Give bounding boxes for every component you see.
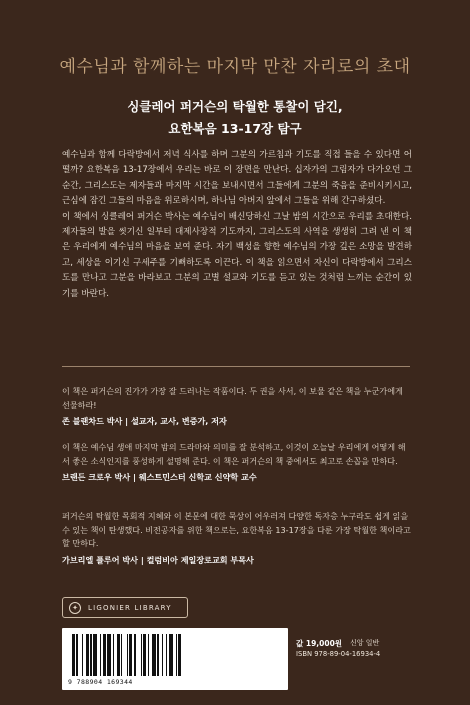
barcode-bar <box>157 634 158 676</box>
barcode-bar <box>169 634 173 676</box>
barcode-bar <box>90 634 91 676</box>
barcode <box>62 628 288 690</box>
barcode-bar <box>76 634 77 676</box>
barcode-bar <box>166 634 167 676</box>
barcode-bar <box>121 634 122 676</box>
endorsement-quote: 퍼거슨의 탁월한 목회적 지혜와 이 본문에 대한 묵상이 어우러져 다양한 독자층 누구라도 쉽게 읽을 수 있는 책이 탄생했다. 비전공자를 위한 책으로는, 요한복음 13-17장을 다룬 가장 탁월한 책이라고 할 만하다. <box>62 511 411 549</box>
price-isbn-block <box>296 628 406 690</box>
endorsement-3 <box>62 510 412 567</box>
barcode-bars <box>72 634 278 676</box>
barcode-bar <box>93 634 97 676</box>
barcode-bar <box>176 634 177 676</box>
endorsement-quote: 이 책은 예수님 생애 마지막 밤의 드라마와 의미를 잘 분석하고, 이것이 오늘날 우리에게 어떻게 해서 좋은 소식인지를 풍성하게 설명해 준다. 이 책은 퍼거슨의 책 중에서도 최고로 손꼽을 만하다. <box>62 442 406 466</box>
barcode-number: 9 788904 169344 <box>68 678 133 686</box>
barcode-bar <box>178 634 181 676</box>
barcode-bar <box>103 634 106 676</box>
endorsement-author: 존 블랜차드 박사 | 설교자, 교사, 변증가, 저자 <box>62 416 227 427</box>
barcode-bar <box>82 634 83 676</box>
barcode-bar <box>152 634 156 676</box>
barcode-bar <box>148 634 149 676</box>
barcode-bar <box>127 634 128 676</box>
barcode-bar <box>72 634 75 676</box>
barcode-bar <box>117 634 120 676</box>
isbn: ISBN 978-89-04-16934-4 <box>296 650 381 658</box>
barcode-bar <box>100 634 101 676</box>
ligonier-emblem-icon: ✦ <box>69 602 81 614</box>
barcode-bar <box>86 634 89 676</box>
endorsement-author: 가브리엘 플루어 박사 | 컬럼비아 제일장로교회 부목사 <box>62 554 254 565</box>
barcode-bar <box>141 634 142 676</box>
subtitle-line-2: 요한복음 13-17장 탐구 <box>168 121 302 136</box>
barcode-bar <box>129 634 132 676</box>
endorsement-author: 브랜든 크로우 박사 | 웨스트민스터 신학교 신약학 교수 <box>62 472 257 483</box>
barcode-bar <box>134 634 137 676</box>
publisher-logo <box>62 597 188 618</box>
barcode-bar <box>143 634 146 676</box>
endorsement-1 <box>62 385 412 429</box>
description-paragraph-1: 예수님과 함께 다락방에서 저녁 식사를 하며 그분의 가르침과 기도를 직접 들을 수 있다면 어떨까? 요한복음 13-17장에서 우리는 바로 이 장면을 만난다. 십자가의 그림자가 다가오던 그 순간, 그리스도는 제자들과 마지막 시간을 보내시면서 그들에게 그분의 죽음을 준비시키시고, 근심에 잠긴 그들의 마음을 위로하시며, 하나님 아버지 앞에서 그들을 위해 간구하셨다. <box>62 150 412 207</box>
cover-subtitle <box>0 96 470 140</box>
book-description <box>62 148 412 302</box>
price: 값 19,000원 <box>296 639 343 648</box>
endorsement-2 <box>62 441 412 485</box>
barcode-bar <box>113 634 114 676</box>
barcode-bar <box>107 634 111 676</box>
category: 신앙 일반 <box>350 639 380 647</box>
cover-title: 예수님과 함께하는 마지막 만찬 자리로의 초대 <box>59 57 411 77</box>
barcode-bar <box>162 634 163 676</box>
publisher-name: LIGONIER LIBRARY <box>88 603 172 612</box>
endorsement-quote: 이 책은 퍼거슨의 진가가 가장 잘 드러나는 작품이다. 두 권을 사서, 이 보물 같은 책을 누군가에게 선물하라! <box>62 386 403 410</box>
subtitle-line-1: 싱클레어 퍼거슨의 탁월한 통찰이 담긴, <box>127 99 343 114</box>
section-divider <box>62 366 410 367</box>
description-paragraph-2: 이 책에서 싱클레어 퍼거슨 박사는 예수님이 배신당하신 그날 밤의 시간으로 우리를 초대한다. 제자들의 발을 씻기신 일부터 대제사장적 기도까지, 그리스도의 사역을 생생히 그려 낸 이 책은 우리에게 예수님의 마음을 보여 준다. 자기 백성을 향한 예수님의 가장 깊은 소망을 발견하고, 세상을 이기신 구세주를 기뻐하도록 이끈다. 이 책을 읽으면서 자신이 다락방에서 그리스도를 만나고 그분을 바라보고 그분의 고별 설교와 기도를 듣고 있는 것처럼 느끼는 순간이 있기를 바란다. <box>62 211 412 299</box>
